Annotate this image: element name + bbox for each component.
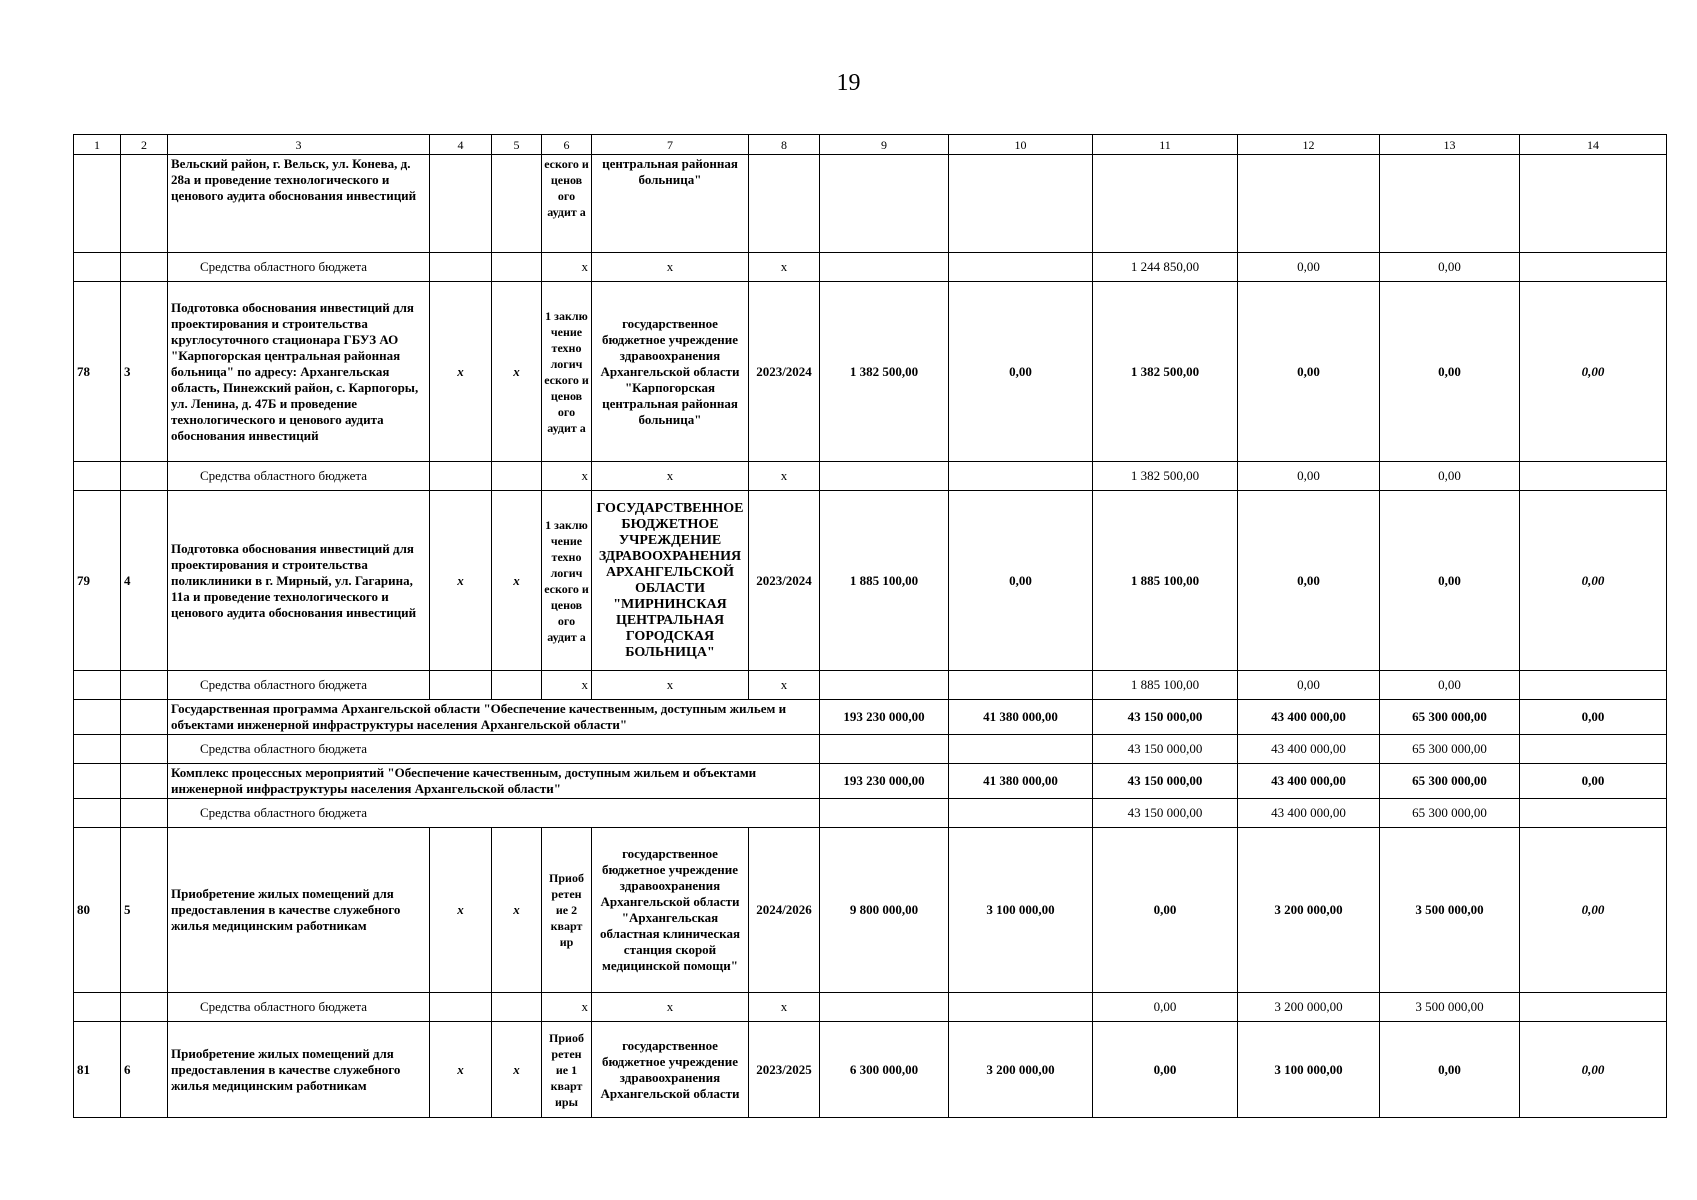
amount-cell: 0,00 xyxy=(1238,282,1380,462)
funding-source: Средства областного бюджета xyxy=(168,735,820,764)
x-mark: x xyxy=(430,828,492,993)
column-number: 1 xyxy=(74,135,121,155)
amount-cell: 43 150 000,00 xyxy=(1093,799,1238,828)
amount-cell: 0,00 xyxy=(949,491,1093,671)
column-number: 10 xyxy=(949,135,1093,155)
result-cell: Приоб ретен ие 1 кварт иры xyxy=(542,1022,592,1118)
funding-source: Средства областного бюджета xyxy=(168,671,430,700)
amount-cell: 0,00 xyxy=(1520,828,1667,993)
column-number: 8 xyxy=(749,135,820,155)
amount-cell: 9 800 000,00 xyxy=(820,828,949,993)
x-mark: x xyxy=(542,253,592,282)
period-cell: 2023/2024 xyxy=(749,491,820,671)
executor-cell: государственное бюджетное учреждение здравоохранения Архангельской области "Карпогорская центральная районная больница" xyxy=(592,282,749,462)
x-mark: x xyxy=(492,491,542,671)
amount-cell: 3 200 000,00 xyxy=(949,1022,1093,1118)
amount-cell: 1 244 850,00 xyxy=(1093,253,1238,282)
amount-cell: 0,00 xyxy=(949,282,1093,462)
x-mark: x xyxy=(430,1022,492,1118)
x-mark: x xyxy=(492,828,542,993)
amount-cell: 0,00 xyxy=(1093,993,1238,1022)
column-number: 11 xyxy=(1093,135,1238,155)
amount-cell: 0,00 xyxy=(1238,491,1380,671)
row-subnumber: 4 xyxy=(121,491,168,671)
amount-cell: 3 200 000,00 xyxy=(1238,993,1380,1022)
column-number-row xyxy=(74,135,1667,155)
column-number: 3 xyxy=(168,135,430,155)
table-row xyxy=(74,828,1667,993)
funding-source: Средства областного бюджета xyxy=(168,462,430,491)
measure-name: Приобретение жилых помещений для предоставления в качестве служебного жилья медицинским работникам xyxy=(168,1022,430,1118)
amount-cell: 0,00 xyxy=(1520,491,1667,671)
executor-cell: государственное бюджетное учреждение здравоохранения Архангельской области xyxy=(592,1022,749,1118)
x-mark: x xyxy=(592,993,749,1022)
x-mark: x xyxy=(749,253,820,282)
executor-cell: ГОСУДАРСТВЕННОЕ БЮДЖЕТНОЕ УЧРЕЖДЕНИЕ ЗДРАВООХРАНЕНИЯ АРХАНГЕЛЬСКОЙ ОБЛАСТИ "МИРНИНСКАЯ ЦЕНТРАЛЬНАЯ ГОРОДСКАЯ БОЛЬНИЦА" xyxy=(592,491,749,671)
measure-name: Подготовка обоснования инвестиций для проектирования и строительства круглосуточного стационара ГБУЗ АО "Карпогорская центральная районная больница" по адресу: Архангельская область, Пинежский район, с. Карпогоры, ул. Ленина, д. 47Б и проведение технологического и ценового аудита обоснования инвестиций xyxy=(168,282,430,462)
column-number: 4 xyxy=(430,135,492,155)
row-number: 78 xyxy=(74,282,121,462)
amount-cell: 43 150 000,00 xyxy=(1093,764,1238,799)
amount-cell: 1 382 500,00 xyxy=(1093,462,1238,491)
amount-cell: 0,00 xyxy=(1380,671,1520,700)
amount-cell: 3 500 000,00 xyxy=(1380,828,1520,993)
amount-cell: 0,00 xyxy=(1520,700,1667,735)
result-cell: еского и ценов ого аудит а xyxy=(542,155,592,253)
amount-cell: 43 400 000,00 xyxy=(1238,799,1380,828)
x-mark: x xyxy=(542,462,592,491)
table-row xyxy=(74,253,1667,282)
period-cell: 2023/2024 xyxy=(749,282,820,462)
program-name: Государственная программа Архангельской области "Обеспечение качественным, доступным жильем и объектами инженерной инфраструктуры населения Архангельской области" xyxy=(168,700,820,735)
x-mark: x xyxy=(749,671,820,700)
x-mark: x xyxy=(430,491,492,671)
amount-cell: 0,00 xyxy=(1093,1022,1238,1118)
amount-cell: 0,00 xyxy=(1380,282,1520,462)
amount-cell: 1 885 100,00 xyxy=(1093,671,1238,700)
amount-cell: 0,00 xyxy=(1520,764,1667,799)
amount-cell: 0,00 xyxy=(1238,462,1380,491)
amount-cell: 3 500 000,00 xyxy=(1380,993,1520,1022)
table-row xyxy=(74,155,1667,253)
x-mark: x xyxy=(542,671,592,700)
x-mark: x xyxy=(492,282,542,462)
amount-cell: 193 230 000,00 xyxy=(820,764,949,799)
amount-cell: 65 300 000,00 xyxy=(1380,735,1520,764)
measure-name: Вельский район, г. Вельск, ул. Конева, д. 28а и проведение технологического и ценового аудита обоснования инвестиций xyxy=(168,155,430,253)
row-subnumber: 3 xyxy=(121,282,168,462)
table-row xyxy=(74,993,1667,1022)
funding-source: Средства областного бюджета xyxy=(168,253,430,282)
amount-cell: 6 300 000,00 xyxy=(820,1022,949,1118)
column-number: 9 xyxy=(820,135,949,155)
table-row xyxy=(74,799,1667,828)
column-number: 12 xyxy=(1238,135,1380,155)
amount-cell: 43 150 000,00 xyxy=(1093,735,1238,764)
amount-cell: 43 400 000,00 xyxy=(1238,700,1380,735)
x-mark: x xyxy=(592,253,749,282)
page-number: 19 xyxy=(836,70,861,96)
column-number: 14 xyxy=(1520,135,1667,155)
x-mark: x xyxy=(430,282,492,462)
amount-cell: 1 885 100,00 xyxy=(1093,491,1238,671)
executor-cell: государственное бюджетное учреждение здравоохранения Архангельской области "Архангельская областная клиническая станция скорой медицинской помощи" xyxy=(592,828,749,993)
complex-row xyxy=(74,764,1667,799)
amount-cell: 1 885 100,00 xyxy=(820,491,949,671)
amount-cell: 0,00 xyxy=(1238,253,1380,282)
column-number: 6 xyxy=(542,135,592,155)
x-mark: x xyxy=(492,1022,542,1118)
amount-cell: 193 230 000,00 xyxy=(820,700,949,735)
table-row xyxy=(74,735,1667,764)
amount-cell: 1 382 500,00 xyxy=(1093,282,1238,462)
funding-source: Средства областного бюджета xyxy=(168,799,820,828)
period-cell: 2023/2025 xyxy=(749,1022,820,1118)
amount-cell: 41 380 000,00 xyxy=(949,700,1093,735)
row-subnumber: 6 xyxy=(121,1022,168,1118)
x-mark: x xyxy=(542,993,592,1022)
column-number: 7 xyxy=(592,135,749,155)
amount-cell: 0,00 xyxy=(1380,462,1520,491)
amount-cell: 43 400 000,00 xyxy=(1238,735,1380,764)
amount-cell: 0,00 xyxy=(1380,491,1520,671)
row-subnumber: 5 xyxy=(121,828,168,993)
amount-cell: 65 300 000,00 xyxy=(1380,799,1520,828)
amount-cell: 0,00 xyxy=(1520,282,1667,462)
complex-name: Комплекс процессных мероприятий "Обеспечение качественным, доступным жильем и объектами инженерной инфраструктуры населения Архангельской области" xyxy=(168,764,820,799)
amount-cell: 0,00 xyxy=(1380,1022,1520,1118)
measure-name: Приобретение жилых помещений для предоставления в качестве служебного жилья медицинским работникам xyxy=(168,828,430,993)
amount-cell: 3 200 000,00 xyxy=(1238,828,1380,993)
table-row xyxy=(74,282,1667,462)
measure-name: Подготовка обоснования инвестиций для проектирования и строительства поликлиники в г. Мирный, ул. Гагарина, 11а и проведение технологического и ценового аудита обоснования инвестиций xyxy=(168,491,430,671)
result-cell: 1 заклю чение техно логич еского и ценов ого аудит а xyxy=(542,491,592,671)
row-number: 79 xyxy=(74,491,121,671)
executor-cell: центральная районная больница" xyxy=(592,155,749,253)
x-mark: x xyxy=(592,671,749,700)
result-cell: Приоб ретен ие 2 кварт ир xyxy=(542,828,592,993)
table-row xyxy=(74,491,1667,671)
amount-cell: 41 380 000,00 xyxy=(949,764,1093,799)
column-number: 5 xyxy=(492,135,542,155)
row-number: 80 xyxy=(74,828,121,993)
budget-table xyxy=(73,134,1667,1118)
result-cell: 1 заклю чение техно логич еского и ценов ого аудит а xyxy=(542,282,592,462)
row-number: 81 xyxy=(74,1022,121,1118)
table-row xyxy=(74,1022,1667,1118)
amount-cell: 43 150 000,00 xyxy=(1093,700,1238,735)
column-number: 13 xyxy=(1380,135,1520,155)
table-row xyxy=(74,671,1667,700)
column-number: 2 xyxy=(121,135,168,155)
amount-cell: 65 300 000,00 xyxy=(1380,764,1520,799)
amount-cell: 0,00 xyxy=(1380,253,1520,282)
funding-source: Средства областного бюджета xyxy=(168,993,430,1022)
x-mark: x xyxy=(749,462,820,491)
amount-cell: 0,00 xyxy=(1520,1022,1667,1118)
x-mark: x xyxy=(749,993,820,1022)
amount-cell: 3 100 000,00 xyxy=(1238,1022,1380,1118)
amount-cell: 43 400 000,00 xyxy=(1238,764,1380,799)
amount-cell: 0,00 xyxy=(1093,828,1238,993)
x-mark: x xyxy=(592,462,749,491)
table-row xyxy=(74,462,1667,491)
amount-cell: 65 300 000,00 xyxy=(1380,700,1520,735)
program-row xyxy=(74,700,1667,735)
amount-cell: 1 382 500,00 xyxy=(820,282,949,462)
period-cell: 2024/2026 xyxy=(749,828,820,993)
amount-cell: 3 100 000,00 xyxy=(949,828,1093,993)
amount-cell: 0,00 xyxy=(1238,671,1380,700)
